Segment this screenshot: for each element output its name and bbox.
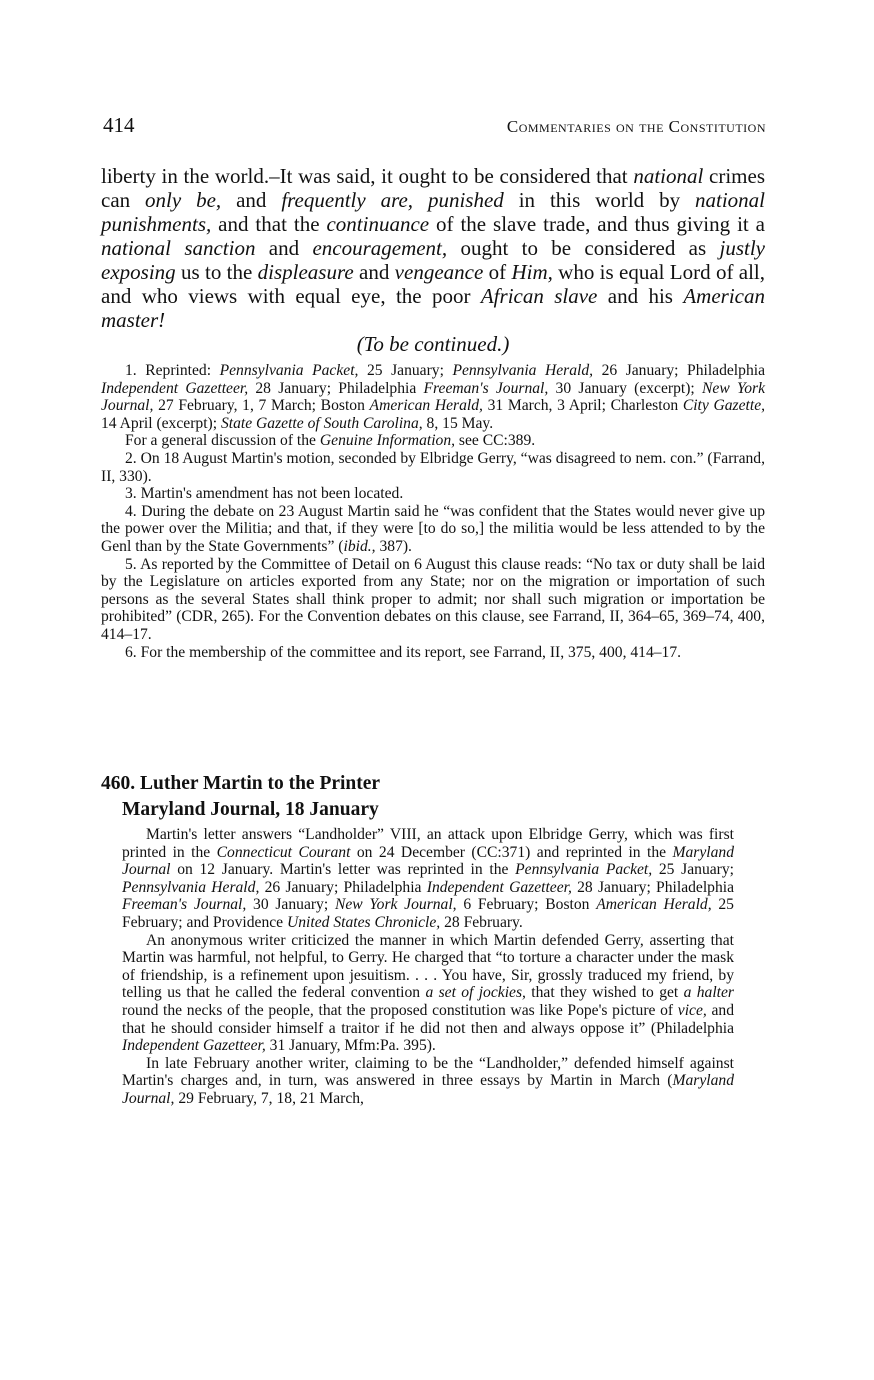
document-heading-source: Maryland Journal, 18 January	[122, 799, 379, 820]
footnote-5: 5. As reported by the Committee of Detail on 6 August this clause reads: “No tax or duty shall be laid by the Legislature on articles exported from any State; nor on the migration or importation of such persons as the several States shall think proper to admit; nor shall such migration or importation be prohibited” (CDR, 265). For the Convention debates on this clause, see Farrand, II, 364–65, 369–74, 400, 414–17.	[101, 555, 765, 643]
footnotes	[101, 362, 765, 661]
footnote-6: 6. For the membership of the committee and its report, see Farrand, II, 375, 400, 414–17.	[125, 643, 682, 661]
footnote-3: 3. Martin's amendment has not been located.	[125, 485, 404, 503]
document-heading	[101, 771, 380, 823]
headnote-paragraph-2: An anonymous writer criticized the manner in which Martin defended Gerry, asserting that Martin was harmful, not helpful, to Gerry. He charged that “to torture a character under the mask of friendship, is a refinement upon jesuitism. . . . You have, Sir, grossly traduced my friend, by telling us that he called the federal convention a set of jockies, that they wished to get a halter round the necks of the people, that the proposed constitution was like Pope's picture of vice, and that he should consider himself a traitor if he did not then and always oppose it” (Philadelphia Independent Gazetteer, 31 January, Mfm:Pa. 395).	[122, 931, 734, 1055]
running-head	[103, 113, 766, 138]
lead-paragraph	[101, 164, 765, 356]
lead-text: liberty in the world.–It was said, it ought to be considered that national crimes can only be, and frequently are, punished in this world by national punishments, and that the continuance of the slave trade, and thus giving it a national sanction and encouragement, ought to be considered as justly exposing us to the displeasure and vengeance of Him, who is equal Lord of all, and who views with equal eye, the poor African slave and his American master!	[101, 164, 766, 332]
headnote-paragraph-3: In late February another writer, claiming to be the “Landholder,” defended himself against Martin's charges and, in turn, was answered in three essays by Martin in March (Maryland Journal, 29 February, 7, 18, 21 March,	[122, 1054, 734, 1107]
page-number: 414	[103, 113, 135, 137]
footnote-2: 2. On 18 August Martin's motion, seconded by Elbridge Gerry, “was disagreed to nem. con.” (Farrand, II, 330).	[101, 449, 765, 485]
footnote-1-continuation: For a general discussion of the Genuine Information, see CC:389.	[125, 432, 536, 450]
headnote-paragraph-1: Martin's letter answers “Landholder” VIII, an attack upon Elbridge Gerry, which was first printed in the Connecticut Courant on 24 December (CC:371) and reprinted in the Maryland Journal on 12 January. Martin's letter was reprinted in the Pennsylvania Packet, 25 January; Pennsylvania Herald, 26 January; Philadelphia Independent Gazetteer, 28 January; Philadelphia Freeman's Journal, 30 January; New York Journal, 6 February; Boston American Herald, 25 February; and Providence United States Chronicle, 28 February.	[122, 826, 735, 931]
to-be-continued: (To be continued.)	[356, 332, 510, 356]
headnote	[122, 826, 734, 1108]
document-heading-title: 460. Luther Martin to the Printer	[101, 773, 381, 794]
running-title: Commentaries on the Constitution	[506, 117, 766, 136]
footnote-4: 4. During the debate on 23 August Martin said he “was confident that the States would never give up the power over the Militia; and that, if they were [to do so,] the militia would be less attended to by the Genl than by the State Governments” (ibid., 387).	[101, 502, 765, 555]
footnote-1: 1. Reprinted: Pennsylvania Packet, 25 January; Pennsylvania Herald, 26 January; Philadelphia Independent Gazetteer, 28 January; Philadelphia Freeman's Journal, 30 January (excerpt); New York Journal, 27 February, 1, 7 March; Boston American Herald, 31 March, 3 April; Charleston City Gazette, 14 April (excerpt); State Gazette of South Carolina, 8, 15 May.	[101, 362, 766, 432]
